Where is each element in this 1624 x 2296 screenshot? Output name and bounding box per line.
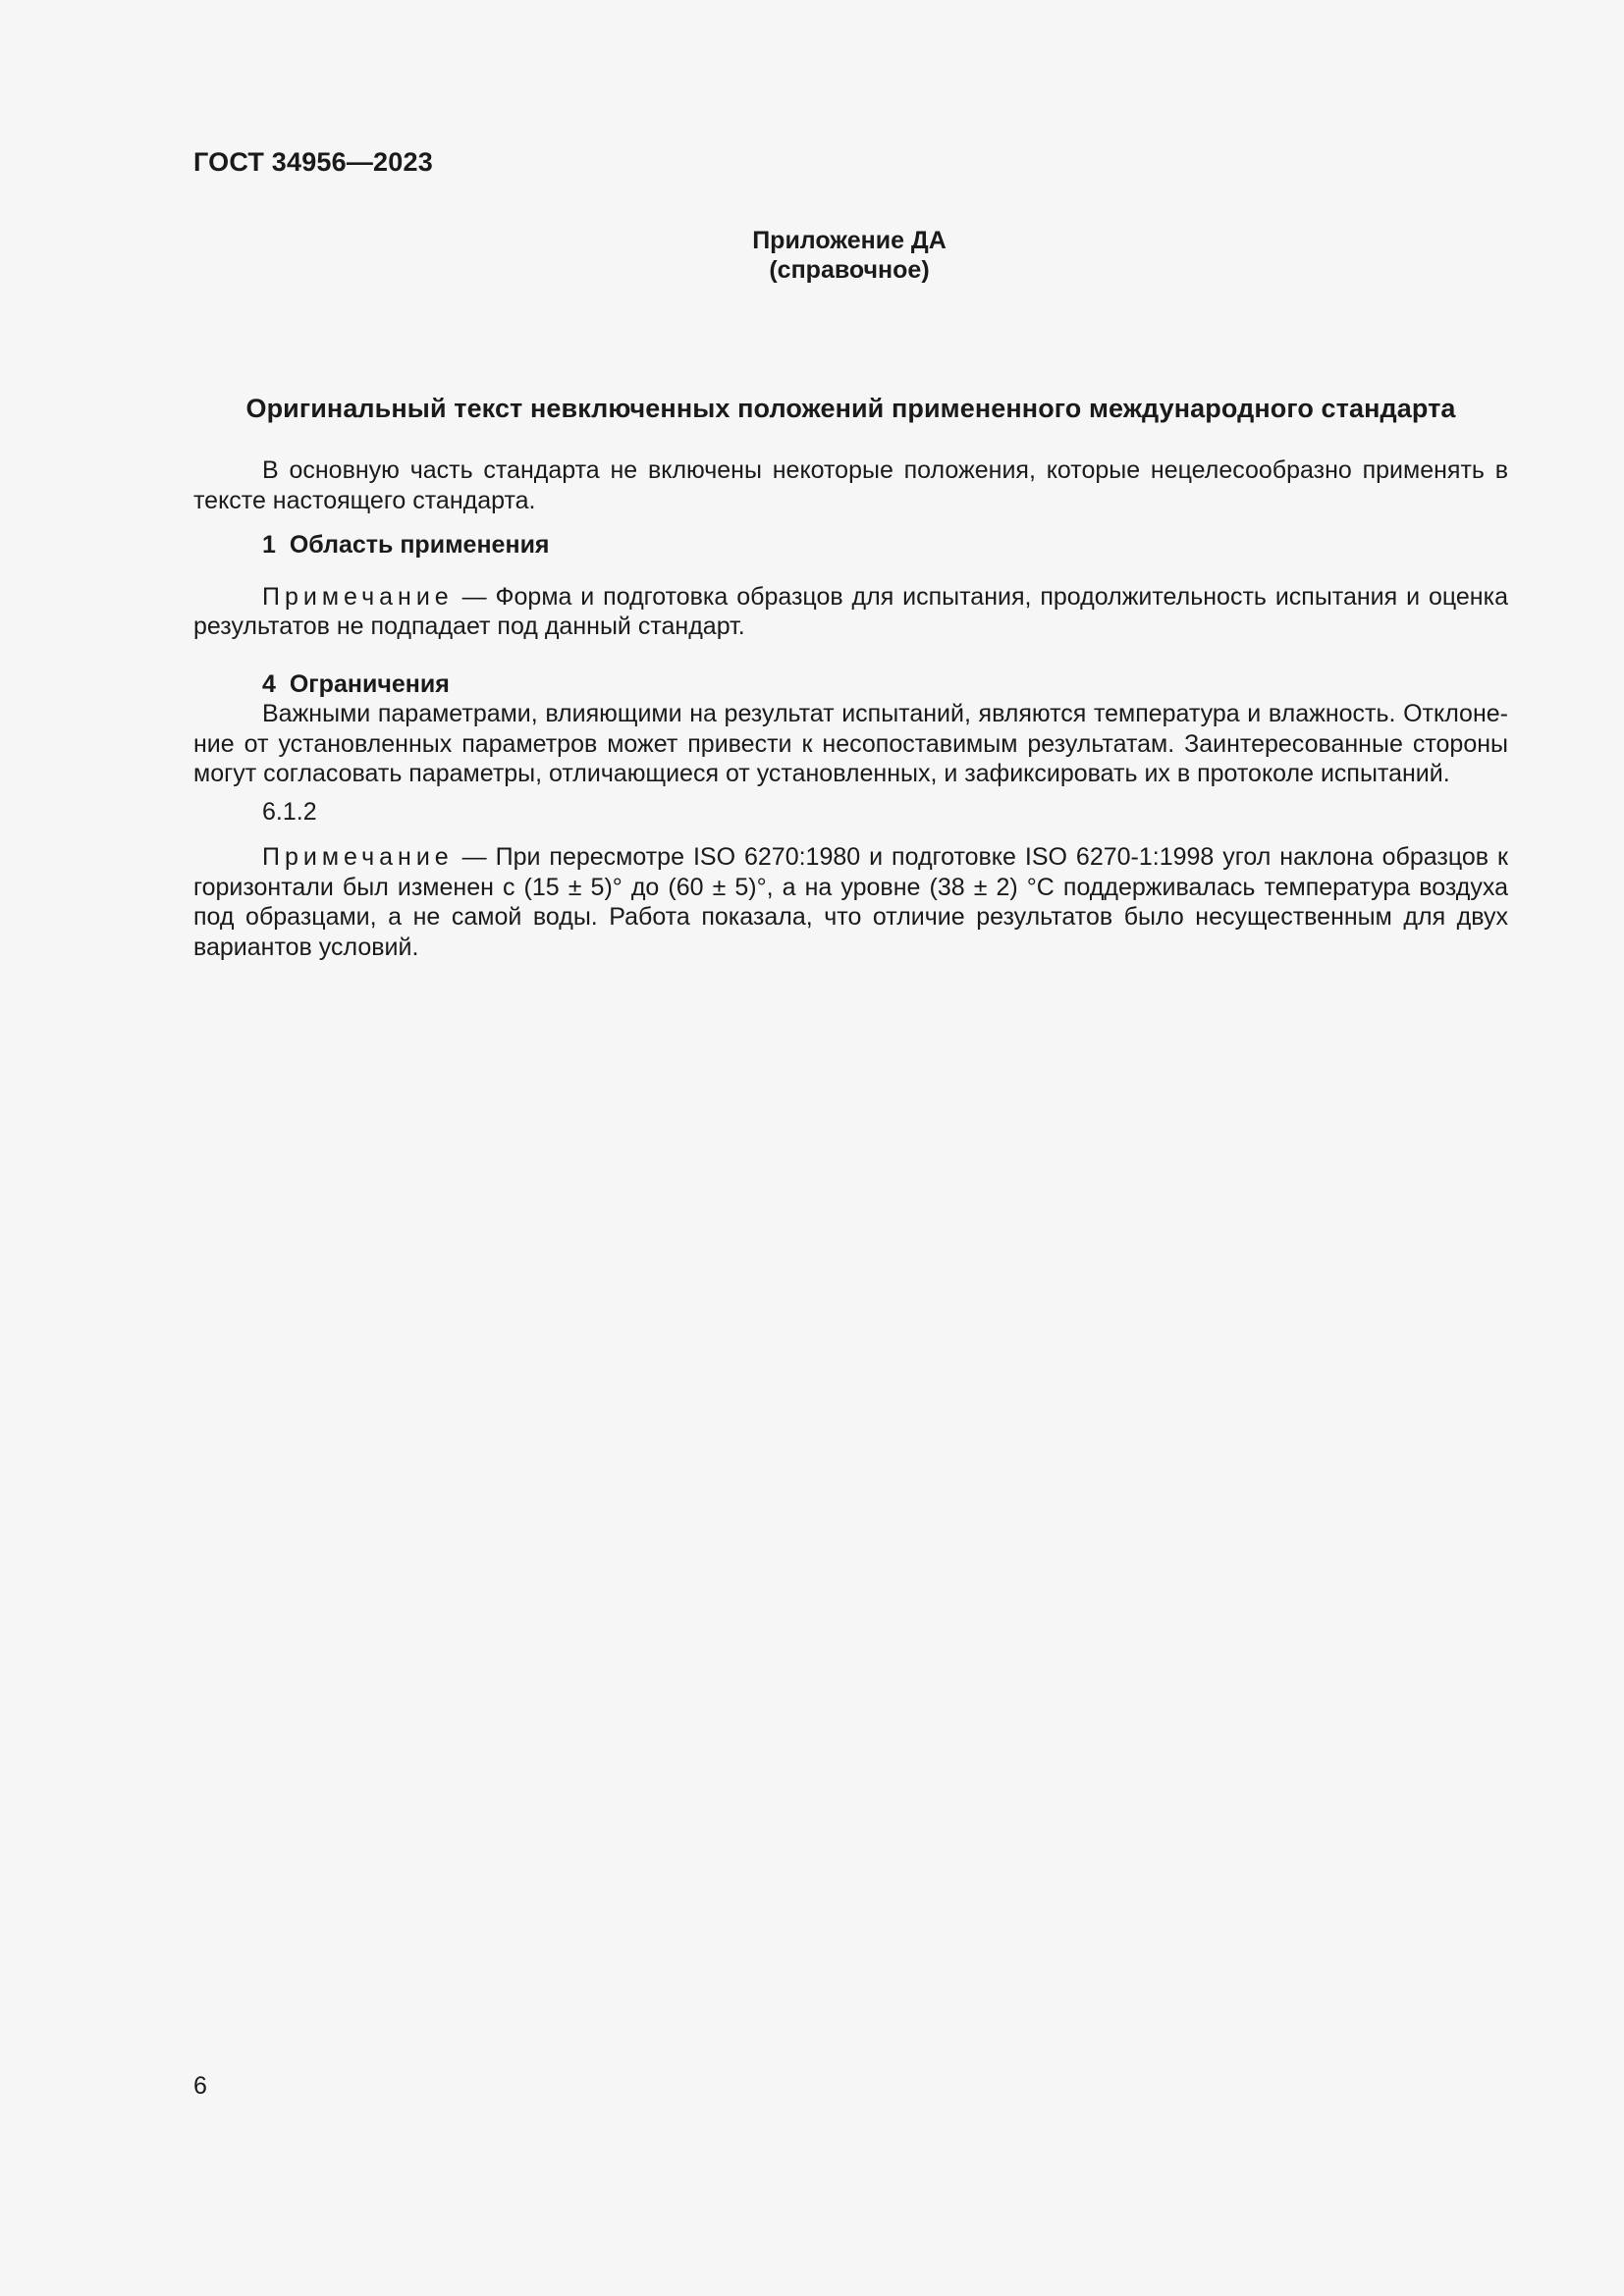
section-title: Область применения [289,531,550,559]
document-body [193,455,1508,962]
note-text: — При пересмотре ISO 6270:1980 и подготовке ISO 6270-1:1998 угол наклона образцов к горизонтали был изменен с (15 ± 5)° до (60 ± 5)°, а на уровне (38 ± 2) °С поддерживалась температура воздуха под образцами, а не самой воды. Работа показала, что отличие результатов было несущественным для двух вариантов условий. [193,843,1508,961]
annex-label-block [0,226,1624,285]
note-label: Примечание [262,582,454,611]
annex-type: (справочное) [769,256,930,284]
section-heading-limitations [193,669,1508,700]
clause-note [193,842,1508,962]
scope-note [193,582,1508,642]
intro-paragraph: В основную часть стандарта не включены некоторые положения, которые нецелесообразно применять в тексте настоящего стандарта. [193,456,1508,514]
annex-label: Приложение ДА [752,227,947,254]
section-title: Ограничения [289,669,450,698]
note-label: Примечание [262,843,454,871]
section-number: 4 [262,669,276,698]
annex-title: Оригинальный текст невключенных положений примененного международного стандарта [245,394,1456,423]
page-number: 6 [193,2072,207,2100]
limitations-paragraph: Важными параметрами, влияющими на результат испытаний, являются температура и влажность. Отклоне-ние от установленных параметров может привести к несопоставимым результатам. Заинтересованные стороны могут согласовать параметры, отличающиеся от установленных, и зафиксировать их в протоколе испытаний. [193,700,1508,787]
section-number: 1 [262,531,276,559]
document-code: ГОСТ 34956—2023 [193,147,433,177]
note-text: — Форма и подготовка образцов для испытания, продолжительность испытания и оценка результатов не подпадает под данный стандарт. [193,582,1508,640]
clause-number: 6.1.2 [262,797,317,826]
section-heading-scope [193,530,1508,561]
